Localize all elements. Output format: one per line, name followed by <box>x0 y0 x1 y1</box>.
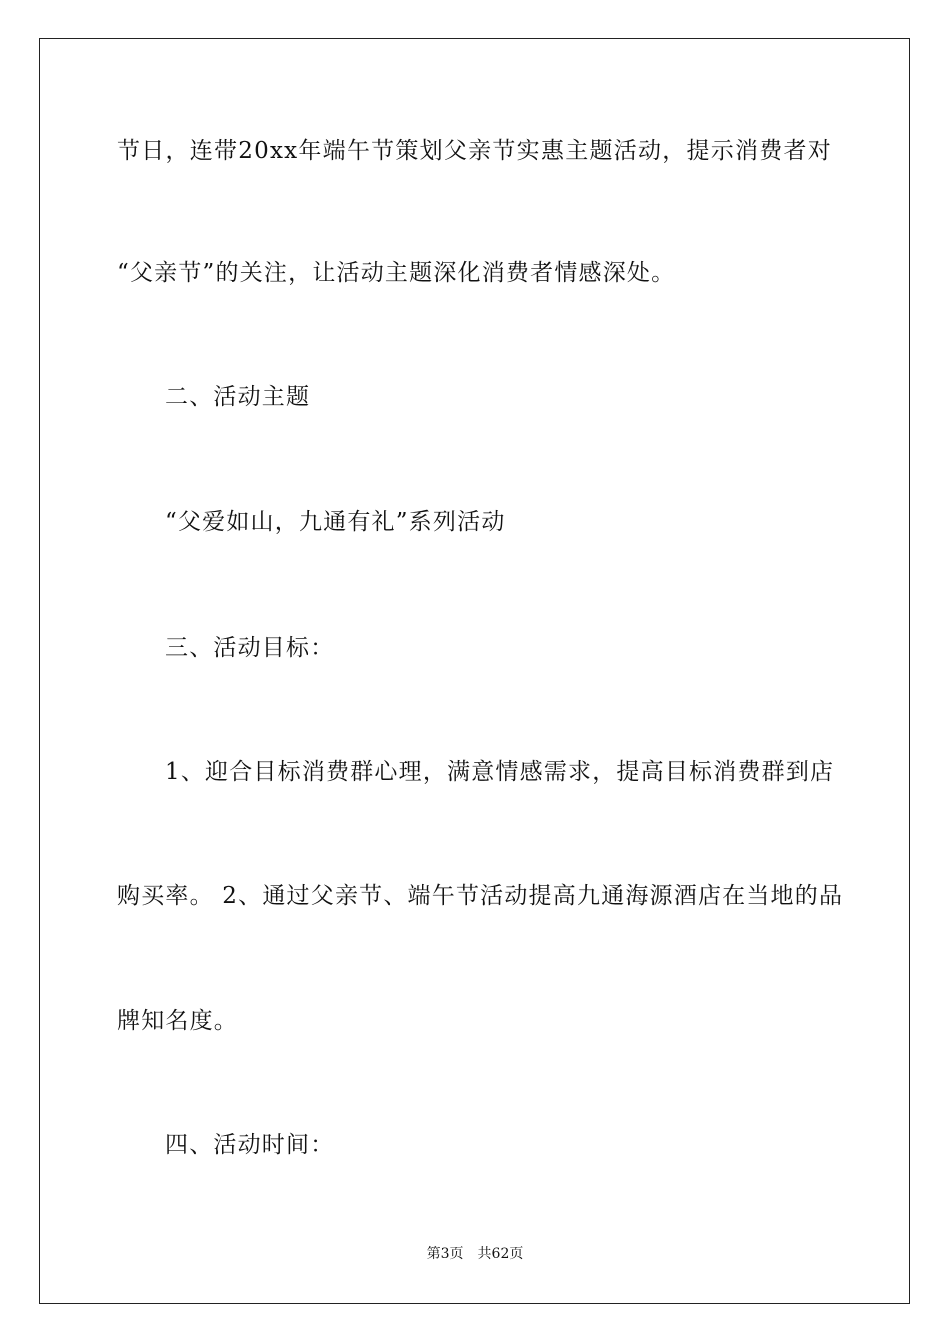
goal-line-2: 购买率。 2、通过父亲节、端午节活动提高九通海源酒店在当地的品 <box>117 883 844 909</box>
section-heading-goals: 三、活动目标： <box>165 635 335 661</box>
section-heading-theme: 二、活动主题 <box>165 384 311 410</box>
page-footer <box>0 1244 950 1264</box>
section-heading-time: 四、活动时间： <box>165 1132 335 1158</box>
page-border <box>39 38 910 1304</box>
page-number: 第3页 <box>426 1246 464 1262</box>
goal-line-1: 1、迎合目标消费群心理，满意情感需求，提高目标消费群到店 <box>165 759 835 785</box>
body-line-2: “父亲节”的关注，让活动主题深化消费者情感深处。 <box>117 260 676 286</box>
theme-title: “父爱如山，九通有礼”系列活动 <box>165 509 506 535</box>
goal-line-3: 牌知名度。 <box>117 1008 238 1034</box>
page-total: 共62页 <box>477 1246 524 1262</box>
body-line-1: 节日，连带20xx年端午节策划父亲节实惠主题活动，提示消费者对 <box>117 138 832 164</box>
